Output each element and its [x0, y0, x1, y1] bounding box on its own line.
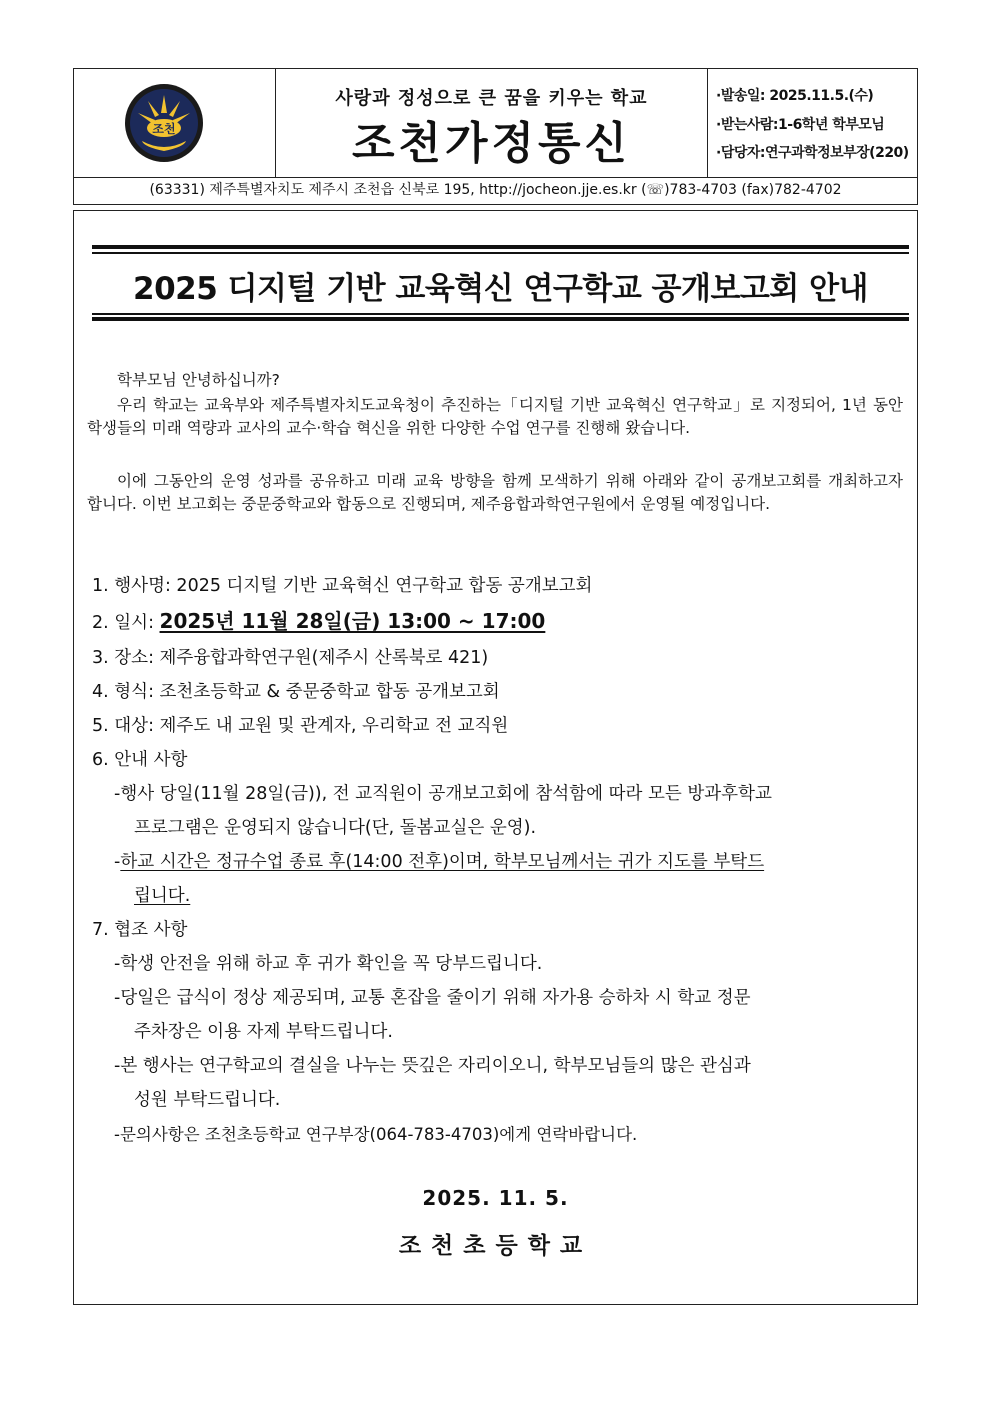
newsletter-name: 조천가정통신: [351, 118, 632, 169]
newsletter-header: [73, 68, 918, 205]
title-rule-top-thin: [92, 252, 909, 254]
coop-item-1: -학생 안전을 위해 하교 후 귀가 확인을 꼭 당부드립니다.: [114, 954, 543, 974]
notice-item-2-line2: 립니다.: [134, 886, 191, 906]
emblem-text: 조천: [152, 122, 176, 136]
purpose-paragraph: 이에 그동안의 운영 성과를 공유하고 미래 교육 방향을 함께 모색하기 위해 아래와 같이 공개보고회를 개최하고자 합니다. 이번 보고회는 중문중학교와 합동으로 진행되며, 제주융합과학연구원에서 운영될 예정입니다.: [87, 472, 903, 513]
datetime-value: 2025년 11월 28일(금) 13:00 ~ 17:00: [159, 609, 546, 633]
event-audience: 5. 대상: 제주도 내 교원 및 관계자, 우리학교 전 교직원: [92, 716, 509, 736]
coop-item-4: -문의사항은 조천초등학교 연구부장(064-783-4703)에게 연락바랍니다.: [114, 1125, 638, 1144]
recipient: ·받는사람:1-6학년 학부모님: [716, 117, 885, 133]
datetime-label: 2. 일시:: [92, 613, 160, 633]
issue-date: ·발송일: 2025.11.5.(수): [716, 88, 874, 104]
meta-cell: [708, 69, 917, 177]
contact-person: ·담당자:연구과학정보부장(220): [716, 145, 909, 161]
coop-item-3-line1: -본 행사는 연구학교의 결실을 나누는 뜻깊은 자리이오니, 학부모님들의 많은 관심과: [114, 1056, 751, 1076]
sign-date: 2025. 11. 5.: [422, 1186, 569, 1210]
title-rule-top: [92, 245, 909, 249]
school-name-signature: 조천초등학교: [398, 1233, 593, 1259]
document-body: [73, 210, 918, 1305]
title-rule-bottom-thin: [92, 313, 909, 315]
title-rule-bottom: [92, 317, 909, 321]
document-title: 2025 디지털 기반 교육혁신 연구학교 공개보고회 안내: [133, 271, 868, 307]
coop-item-2-line1: -당일은 급식이 정상 제공되며, 교통 혼잡을 줄이기 위해 자가용 승하차 시 학교 정문: [114, 988, 751, 1008]
coop-item-2-line2: 주차장은 이용 자제 부탁드립니다.: [134, 1022, 393, 1042]
school-slogan: 사랑과 정성으로 큰 꿈을 키우는 학교: [335, 88, 648, 109]
notice-item-1-line1: -행사 당일(11월 28일(금)), 전 교직원이 공개보고회에 참석함에 따라 모든 방과후학교: [114, 784, 772, 804]
notice-item-2-line1: -하교 시간은 정규수업 종료 후(14:00 전후)이며, 학부모님께서는 귀가 지도를 부탁드: [114, 852, 765, 872]
coop-item-3-line2: 성원 부탁드립니다.: [134, 1090, 281, 1110]
greeting: 학부모님 안녕하십니까?: [117, 371, 280, 389]
school-emblem-icon: [124, 83, 204, 163]
title-cell: [276, 69, 708, 177]
event-venue: 3. 장소: 제주융합과학연구원(제주시 산록북로 421): [92, 648, 489, 668]
school-address: (63331) 제주특별자치도 제주시 조천읍 신북로 195, http://jocheon.jje.es.kr (☏)783-4703 (fax)782-4702: [74, 177, 917, 204]
event-datetime: [92, 605, 903, 634]
event-format: 4. 형식: 조천초등학교 & 중문중학교 합동 공개보고회: [92, 682, 500, 702]
logo-cell: [74, 69, 276, 177]
cooperation-heading: 7. 협조 사항: [92, 920, 188, 940]
event-name: 1. 행사명: 2025 디지털 기반 교육혁신 연구학교 합동 공개보고회: [92, 576, 593, 596]
notice-item-1-line2: 프로그램은 운영되지 않습니다(단, 돌봄교실은 운영).: [134, 818, 537, 838]
intro-paragraph: 우리 학교는 교육부와 제주특별자치도교육청이 추진하는「디지털 기반 교육혁신 연구학교」로 지정되어, 1년 동안 학생들의 미래 역량과 교사의 교수·학습 혁신을 위한 다양한 수업 연구를 진행해 왔습니다.: [87, 396, 903, 437]
notice-heading: 6. 안내 사항: [92, 750, 188, 770]
